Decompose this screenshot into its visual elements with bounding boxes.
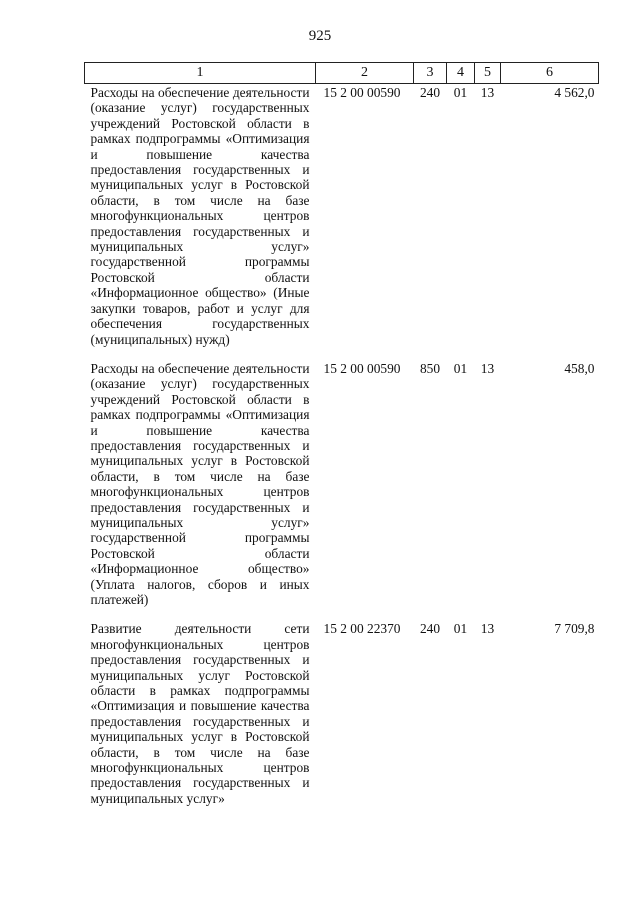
table-header-row	[85, 63, 599, 84]
table-row	[85, 84, 599, 360]
row-description: Расходы на обеспечение деятельности (оказание услуг) государственных учреждений Ростовской области в рамках подпрограммы «Оптимизация и повышение качества предоставления государственных и муниципальных услуг в Ростовской области, в том числе на базе многофункциональных центров предоставления государственных и муниципальных услуг» государственной программы Ростовской области «Информационное общество» (Иные закупки товаров, работ и услуг для обеспечения государственных (муниципальных) нужд)	[90, 85, 310, 347]
row-subsection: 13	[480, 621, 495, 637]
header-col-1: 1	[85, 63, 316, 84]
row-section: 01	[453, 360, 468, 376]
row-code: 15 2 00 22370	[323, 621, 401, 637]
table-row	[85, 360, 599, 621]
row-description: Расходы на обеспечение деятельности (оказание услуг) государственных учреждений Ростовской области в рамках подпрограммы «Оптимизация и повышение качества предоставления государственных и муниципальных услуг в Ростовской области, в том числе на базе многофункциональных центров предоставления государственных и муниципальных услуг» государственной программы Ростовской области «Информационное общество» (Уплата налогов, сборов и иных платежей)	[90, 360, 310, 607]
row-expense-type: 850	[419, 360, 441, 376]
header-col-2: 2	[316, 63, 414, 84]
row-section: 01	[453, 85, 468, 100]
row-subsection: 13	[480, 85, 495, 100]
budget-table	[84, 62, 599, 819]
row-amount: 4 562,0	[554, 85, 595, 100]
row-expense-type: 240	[419, 85, 441, 100]
row-code: 15 2 00 00590	[323, 360, 401, 376]
row-expense-type: 240	[419, 621, 441, 637]
row-description: Развитие деятельности сети многофункциональных центров предоставления государственных и муниципальных услуг Ростовской области в рамках подпрограммы «Оптимизация и повышение качества предоставления государственных и муниципальных услуг в Ростовской области, в том числе на базе многофункциональных центров предоставления государственных и муниципальных услуг»	[90, 621, 310, 806]
row-subsection: 13	[480, 360, 495, 376]
row-amount: 7 709,8	[554, 621, 595, 637]
row-section: 01	[453, 621, 468, 637]
header-col-5: 5	[475, 63, 501, 84]
header-col-3: 3	[414, 63, 447, 84]
row-amount: 458,0	[564, 360, 595, 376]
row-code: 15 2 00 00590	[323, 85, 401, 100]
table-row	[85, 620, 599, 819]
page-number: 925	[308, 28, 332, 44]
header-col-4: 4	[447, 63, 475, 84]
header-col-6: 6	[501, 63, 599, 84]
